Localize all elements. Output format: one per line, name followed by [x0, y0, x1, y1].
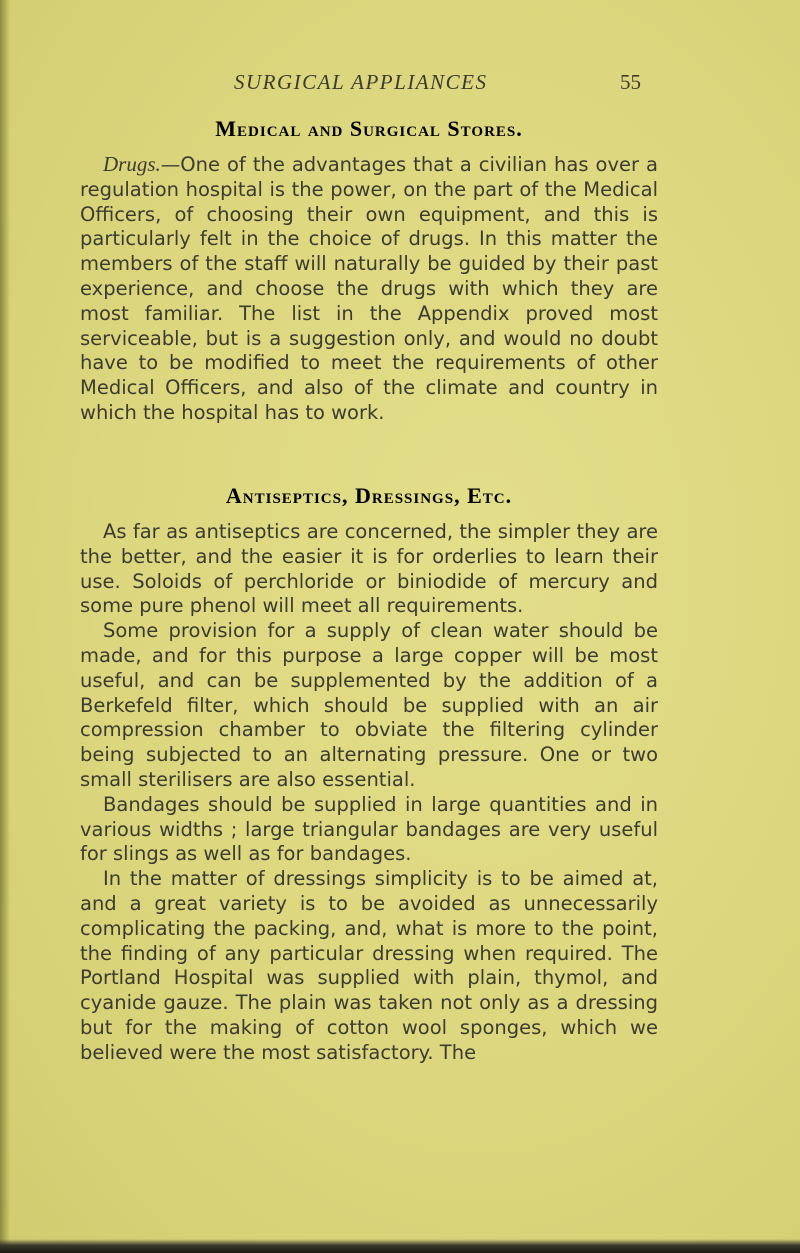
paragraph: Some provision for a supply of clean water should be made, and for this purpose a large copper will be most useful, and can be supplemented by the addition of a Berkefeld filter, which should be supplied with an air compression chamber to obviate the filtering cylinder being subjected to an alternating pressure. One or two small sterilisers are also essential. — [80, 619, 658, 791]
section-heading-antiseptics: Antiseptics, Dressings, Etc. — [225, 483, 513, 508]
section-heading-medical-stores: Medical and Surgical Stores. — [215, 116, 523, 141]
paragraph-lead-italic: Drugs. — [103, 152, 161, 176]
paragraph: In the matter of dressings simplicity is to be aimed at, and a great variety is to be avoided as unnecessarily complicating the packing, and, what is more to the point, the finding of any particular dressing when required. The Portland Hospital was supplied with plain, thymol, and cyanide gauze. The plain was taken not only as a dressing but for the making of cotton wool sponges, which we believed were the most satisfactory. The — [80, 867, 658, 1064]
paragraph: Bandages should be supplied in large quantities and in various widths ; large triangular bandages are very useful for slings as well as for bandages. — [80, 792, 658, 866]
page-binding-edge — [0, 0, 10, 1253]
page-number: 55 — [620, 70, 641, 94]
section-body-antiseptics — [80, 520, 658, 1066]
paragraph-drugs — [80, 152, 658, 426]
page-bottom-shadow — [0, 1239, 800, 1253]
section-body-drugs — [80, 152, 658, 426]
running-head: SURGICAL APPLIANCES — [234, 70, 488, 94]
paragraph: As far as antiseptics are concerned, the simpler they are the better, and the easier it is for orderlies to learn their use. Soloids of perchloride or biniodide of mercury and some pure phenol will meet all requirements. — [80, 520, 658, 618]
paragraph-text: —One of the advantages that a civilian has over a regulation hospital is the power, on the part of the Medical Officers, of choosing their own equipment, and this is particularly felt in the choice of drugs. In this matter the members of the staff will naturally be guided by their past experience, and choose the drugs with which they are most familiar. The list in the Appendix proved most serviceable, but is a suggestion only, and would no doubt have to be modified to meet the requirements of other Medical Officers, and also of the climate and country in which the hospital has to work. — [80, 153, 658, 424]
